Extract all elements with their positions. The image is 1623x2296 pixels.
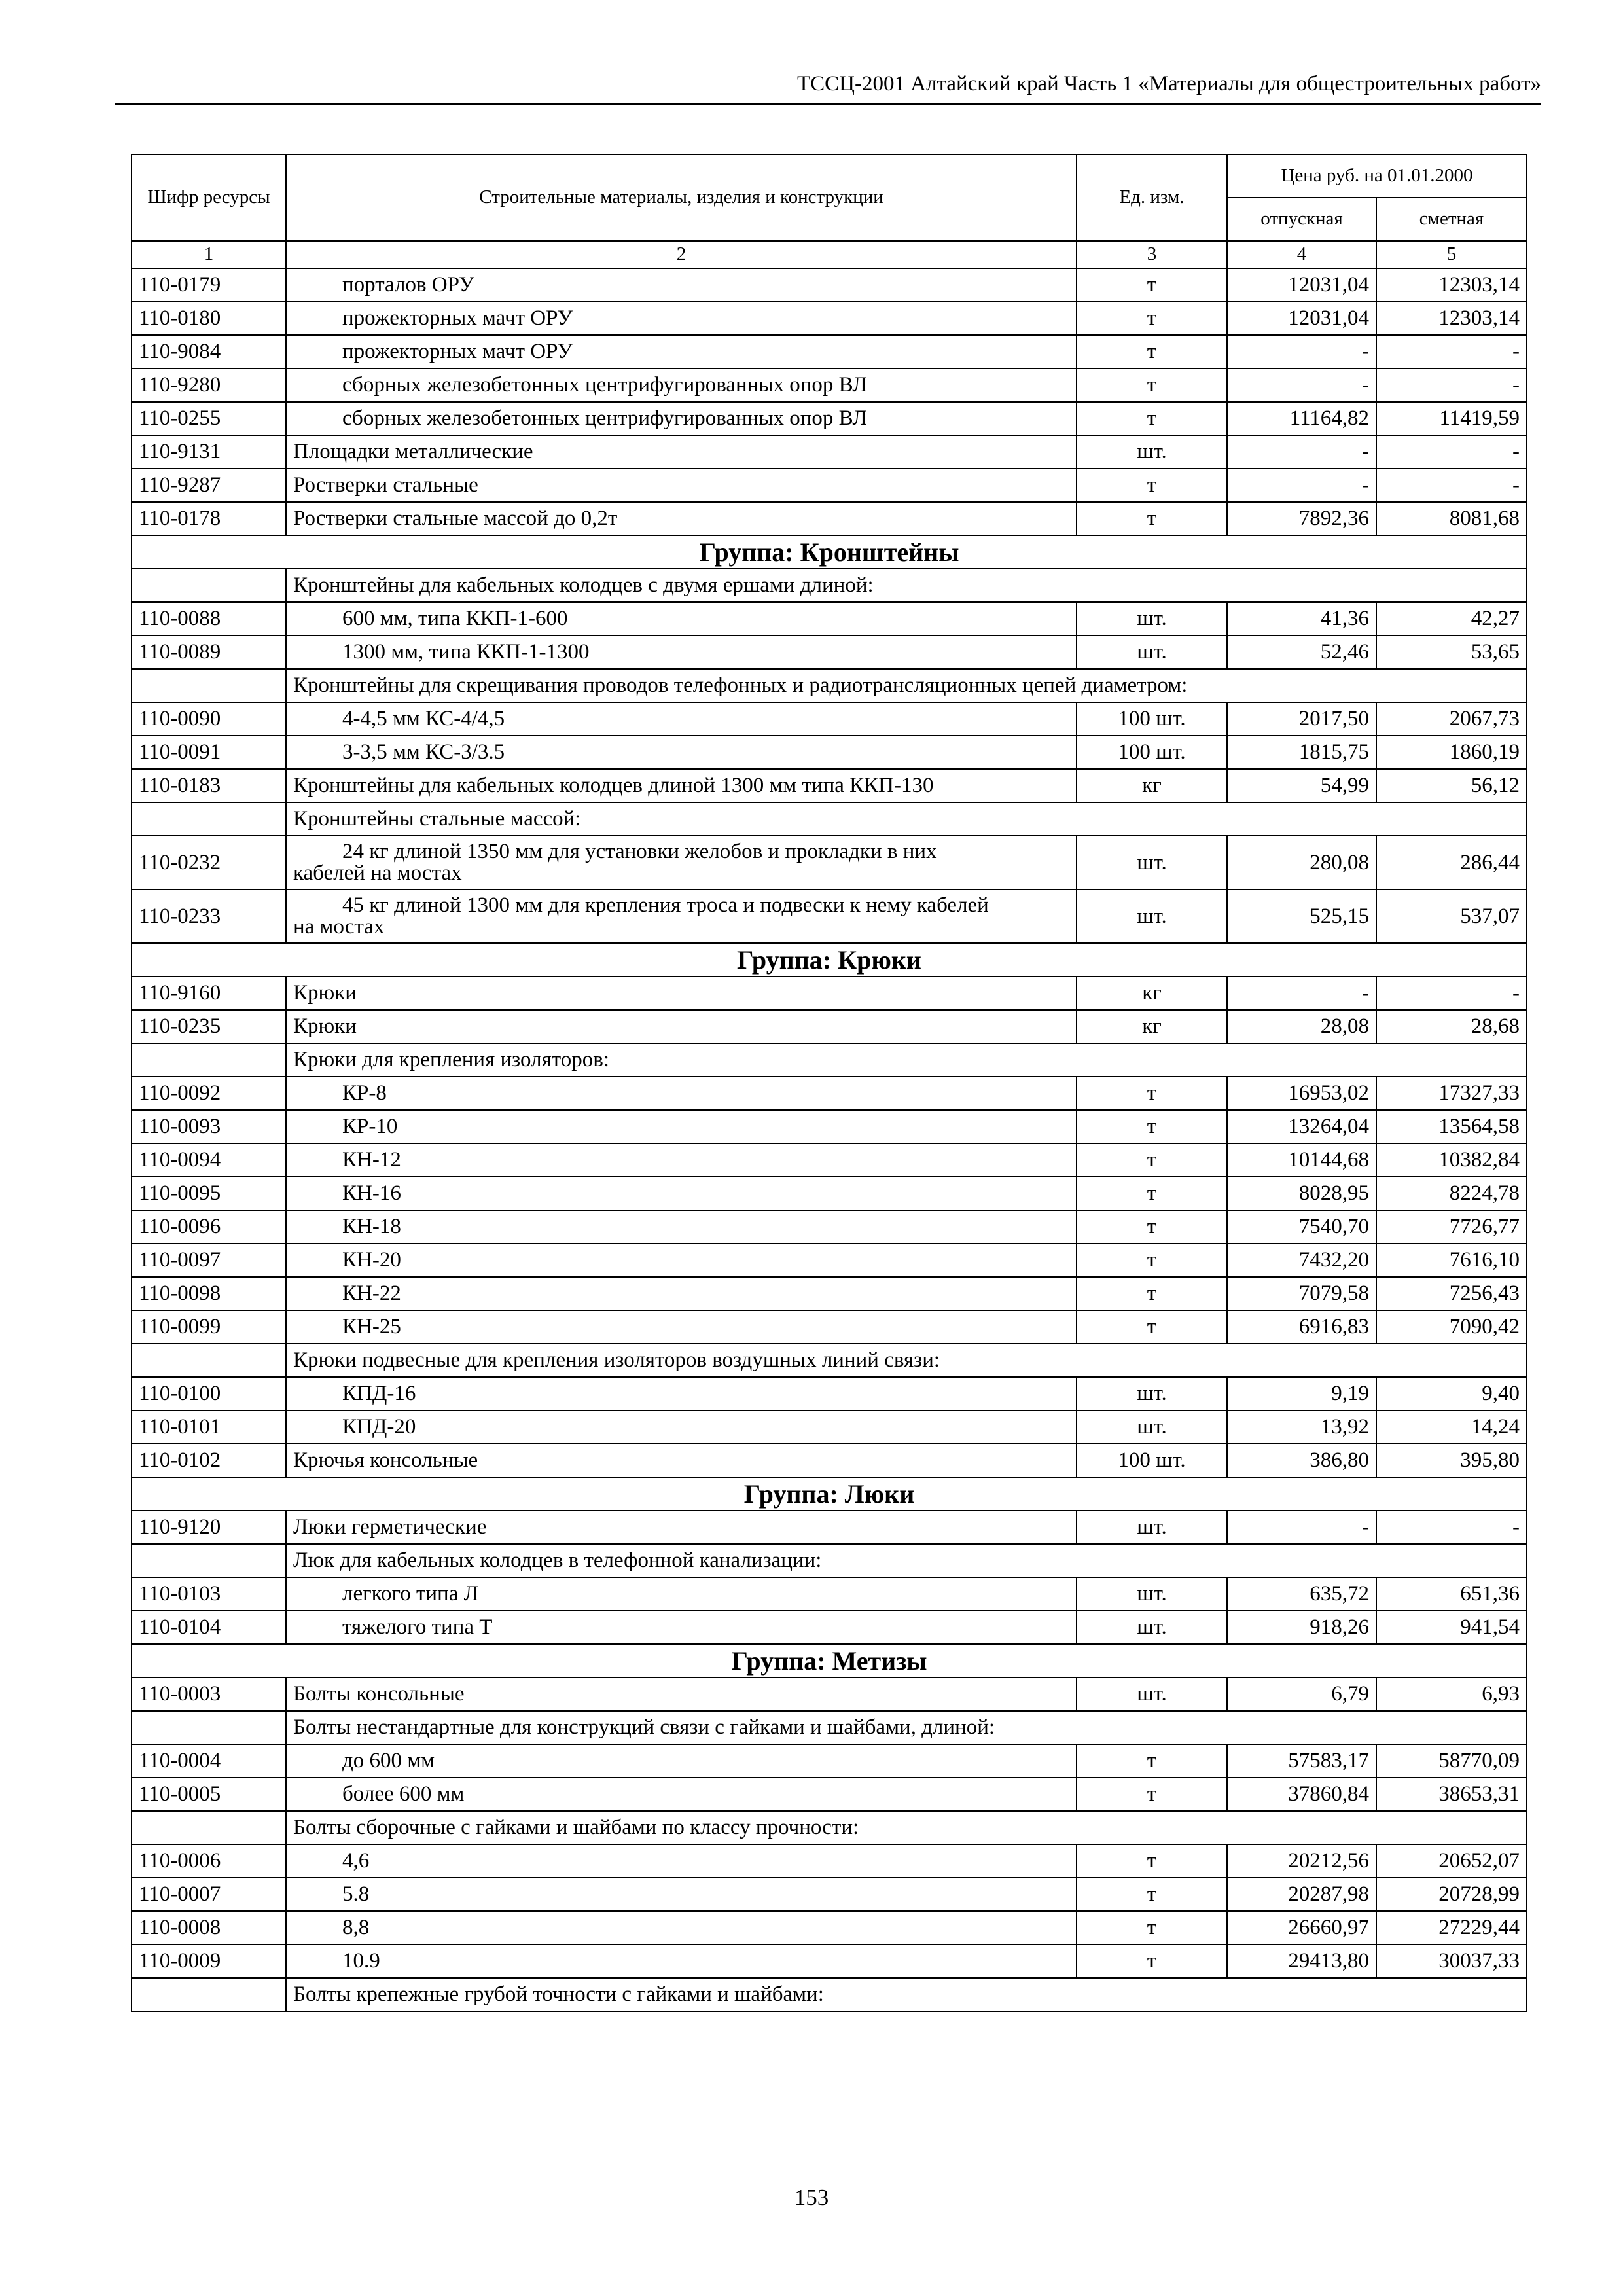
release-price: 20212,56 [1227,1844,1376,1878]
resource-code: 110-0235 [132,1010,286,1043]
unit-of-measure: шт. [1077,836,1227,889]
estimate-price: - [1376,977,1527,1010]
resource-code: 110-0092 [132,1077,286,1110]
material-name [286,836,1077,889]
unit-of-measure: т [1077,1177,1227,1210]
table-row [132,1444,1527,1477]
group-heading: Группа: Кронштейны [132,535,1527,569]
resource-code: 110-0089 [132,636,286,669]
unit-of-measure: т [1077,469,1227,502]
subgroup-heading-row [132,1811,1527,1844]
table-row [132,469,1527,502]
resource-code: 110-9280 [132,368,286,402]
table-row [132,736,1527,769]
column-header-estimate-price: сметная [1376,198,1527,241]
unit-of-measure: шт. [1077,1377,1227,1410]
table-row [132,702,1527,736]
estimate-price: 7256,43 [1376,1277,1527,1310]
subgroup-heading-row [132,802,1527,836]
estimate-price: 6,93 [1376,1677,1527,1711]
material-name: порталов ОРУ [286,268,1077,302]
material-name: сборных железобетонных центрифугированных опор ВЛ [286,402,1077,435]
table-row [132,1744,1527,1778]
table-row [132,1611,1527,1644]
release-price: 280,08 [1227,836,1376,889]
material-name: прожекторных мачт ОРУ [286,302,1077,335]
material-name-line: на мостах [293,915,385,939]
table-row [132,1143,1527,1177]
resource-code: 110-0003 [132,1677,286,1711]
release-price: 12031,04 [1227,268,1376,302]
resource-code: 110-0183 [132,769,286,802]
estimate-price: 20728,99 [1376,1878,1527,1911]
subgroup-heading: Кронштейны стальные массой: [286,802,1527,836]
table-row [132,1377,1527,1410]
column-number: 3 [1077,241,1227,268]
table-row [132,769,1527,802]
estimate-price: 2067,73 [1376,702,1527,736]
table-header [132,154,1527,268]
empty-code-cell [132,1811,286,1844]
group-heading-row [132,1644,1527,1677]
subgroup-heading-row [132,569,1527,602]
subgroup-heading: Крюки для крепления изоляторов: [286,1043,1527,1077]
resource-code: 110-9160 [132,977,286,1010]
unit-of-measure: шт. [1077,602,1227,636]
release-price: - [1227,368,1376,402]
unit-of-measure: шт. [1077,1410,1227,1444]
resource-code: 110-0095 [132,1177,286,1210]
table-row [132,977,1527,1010]
material-name: Болты консольные [286,1677,1077,1711]
material-name: Крюки [286,1010,1077,1043]
table-row [132,602,1527,636]
table-row [132,1277,1527,1310]
unit-of-measure: шт. [1077,435,1227,469]
material-name: КН-25 [286,1310,1077,1344]
resource-code: 110-9287 [132,469,286,502]
group-heading-row [132,1477,1527,1511]
estimate-price: 17327,33 [1376,1077,1527,1110]
release-price: 386,80 [1227,1444,1376,1477]
unit-of-measure: кг [1077,977,1227,1010]
column-header-release-price: отпускная [1227,198,1376,241]
unit-of-measure: 100 шт. [1077,702,1227,736]
estimate-price: 30037,33 [1376,1945,1527,1978]
table-row [132,1210,1527,1244]
material-name: КН-18 [286,1210,1077,1244]
unit-of-measure: т [1077,268,1227,302]
group-heading-row [132,535,1527,569]
material-name: сборных железобетонных центрифугированных опор ВЛ [286,368,1077,402]
estimate-price: 27229,44 [1376,1911,1527,1945]
material-name: 10.9 [286,1945,1077,1978]
estimate-price: 56,12 [1376,769,1527,802]
material-name: КН-16 [286,1177,1077,1210]
material-name: Площадки металлические [286,435,1077,469]
header-divider [115,103,1541,105]
empty-code-cell [132,1711,286,1744]
estimate-price: 8224,78 [1376,1177,1527,1210]
estimate-price: 1860,19 [1376,736,1527,769]
subgroup-heading: Болты сборочные с гайками и шайбами по классу прочности: [286,1811,1527,1844]
release-price: 525,15 [1227,889,1376,943]
release-price: - [1227,435,1376,469]
unit-of-measure: т [1077,1945,1227,1978]
release-price: - [1227,469,1376,502]
subgroup-heading: Болты нестандартные для конструкций связи с гайками и шайбами, длиной: [286,1711,1527,1744]
release-price: 8028,95 [1227,1177,1376,1210]
unit-of-measure: кг [1077,769,1227,802]
resource-code: 110-0090 [132,702,286,736]
estimate-price: 42,27 [1376,602,1527,636]
table-row [132,1911,1527,1945]
table-row [132,836,1527,889]
material-name: Люки герметические [286,1511,1077,1544]
material-name: Крючья консольные [286,1444,1077,1477]
estimate-price: 941,54 [1376,1611,1527,1644]
table-row [132,502,1527,535]
page-header-title: ТССЦ-2001 Алтайский край Часть 1 «Материалы для общестроительных работ» [796,72,1541,96]
table-row [132,1110,1527,1143]
table-row [132,1310,1527,1344]
material-name: прожекторных мачт ОРУ [286,335,1077,368]
unit-of-measure: т [1077,1778,1227,1811]
subgroup-heading-row [132,1978,1527,2011]
table-row [132,1177,1527,1210]
release-price: 52,46 [1227,636,1376,669]
material-name: более 600 мм [286,1778,1077,1811]
resource-code: 110-0006 [132,1844,286,1878]
estimate-price: 12303,14 [1376,268,1527,302]
resource-code: 110-0101 [132,1410,286,1444]
estimate-price: 14,24 [1376,1410,1527,1444]
unit-of-measure: т [1077,1277,1227,1310]
resource-code: 110-0232 [132,836,286,889]
resource-code: 110-0009 [132,1945,286,1978]
material-name: КР-10 [286,1110,1077,1143]
resource-code: 110-9120 [132,1511,286,1544]
resource-code: 110-0233 [132,889,286,943]
resource-code: 110-0094 [132,1143,286,1177]
release-price: 1815,75 [1227,736,1376,769]
release-price: 7892,36 [1227,502,1376,535]
unit-of-measure: шт. [1077,1577,1227,1611]
estimate-price: 10382,84 [1376,1143,1527,1177]
empty-code-cell [132,1344,286,1377]
unit-of-measure: шт. [1077,889,1227,943]
estimate-price: - [1376,368,1527,402]
release-price: - [1227,977,1376,1010]
column-number: 1 [132,241,286,268]
empty-code-cell [132,802,286,836]
unit-of-measure: т [1077,1744,1227,1778]
material-name-line: 24 кг длиной 1350 мм для установки желобов и прокладки в них [342,840,937,863]
release-price: 6,79 [1227,1677,1376,1711]
estimate-price: - [1376,469,1527,502]
estimate-price: - [1376,335,1527,368]
table-row [132,1244,1527,1277]
material-name: Кронштейны для кабельных колодцев длиной 1300 мм типа ККП-130 [286,769,1077,802]
estimate-price: 7726,77 [1376,1210,1527,1244]
resource-code: 110-0180 [132,302,286,335]
material-name: КПД-16 [286,1377,1077,1410]
group-heading: Группа: Метизы [132,1644,1527,1677]
material-name: 3-3,5 мм КС-3/3.5 [286,736,1077,769]
table-row [132,1778,1527,1811]
unit-of-measure: т [1077,502,1227,535]
subgroup-heading: Крюки подвесные для крепления изоляторов воздушных линий связи: [286,1344,1527,1377]
material-name: до 600 мм [286,1744,1077,1778]
group-heading: Группа: Крюки [132,943,1527,977]
column-number: 5 [1376,241,1527,268]
table-row [132,1844,1527,1878]
subgroup-heading-row [132,1344,1527,1377]
resource-code: 110-0099 [132,1310,286,1344]
resource-code: 110-0179 [132,268,286,302]
material-name-line: кабелей на мостах [293,861,462,885]
subgroup-heading-row [132,1544,1527,1577]
unit-of-measure: т [1077,1110,1227,1143]
release-price: 41,36 [1227,602,1376,636]
unit-of-measure: 100 шт. [1077,736,1227,769]
estimate-price: - [1376,435,1527,469]
subgroup-heading: Кронштейны для кабельных колодцев с двумя ершами длиной: [286,569,1527,602]
resource-code: 110-0005 [132,1778,286,1811]
resource-code: 110-9084 [132,335,286,368]
column-header-price-group: Цена руб. на 01.01.2000 [1227,154,1527,198]
estimate-price: 13564,58 [1376,1110,1527,1143]
material-name: тяжелого типа Т [286,1611,1077,1644]
material-name: легкого типа Л [286,1577,1077,1611]
table-row [132,435,1527,469]
unit-of-measure: т [1077,335,1227,368]
unit-of-measure: т [1077,368,1227,402]
resource-code: 110-0104 [132,1611,286,1644]
table-row [132,335,1527,368]
estimate-price: 7090,42 [1376,1310,1527,1344]
table-row [132,1577,1527,1611]
resource-code: 110-0093 [132,1110,286,1143]
resource-code: 110-0007 [132,1878,286,1911]
release-price: 635,72 [1227,1577,1376,1611]
resource-code: 110-0102 [132,1444,286,1477]
subgroup-heading-row [132,1711,1527,1744]
release-price: 10144,68 [1227,1143,1376,1177]
resource-code: 110-0103 [132,1577,286,1611]
material-name: КН-22 [286,1277,1077,1310]
resource-code: 110-0100 [132,1377,286,1410]
column-number: 4 [1227,241,1376,268]
table-row [132,1677,1527,1711]
unit-of-measure: т [1077,1911,1227,1945]
release-price: 7432,20 [1227,1244,1376,1277]
resource-code: 110-0004 [132,1744,286,1778]
unit-of-measure: т [1077,1878,1227,1911]
release-price: 37860,84 [1227,1778,1376,1811]
material-name [286,889,1077,943]
resource-code: 110-0097 [132,1244,286,1277]
estimate-price: 395,80 [1376,1444,1527,1477]
release-price: 13,92 [1227,1410,1376,1444]
material-name: КР-8 [286,1077,1077,1110]
unit-of-measure: шт. [1077,1611,1227,1644]
release-price: 54,99 [1227,769,1376,802]
estimate-price: 12303,14 [1376,302,1527,335]
estimate-price: 53,65 [1376,636,1527,669]
unit-of-measure: 100 шт. [1077,1444,1227,1477]
material-name: Крюки [286,977,1077,1010]
release-price: 2017,50 [1227,702,1376,736]
unit-of-measure: т [1077,1143,1227,1177]
group-heading-row [132,943,1527,977]
release-price: 12031,04 [1227,302,1376,335]
subgroup-heading: Кронштейны для скрещивания проводов телефонных и радиотрансляционных цепей диаметром: [286,669,1527,702]
empty-code-cell [132,569,286,602]
material-name: 5.8 [286,1878,1077,1911]
resource-code: 110-0098 [132,1277,286,1310]
empty-code-cell [132,1544,286,1577]
release-price: 9,19 [1227,1377,1376,1410]
table-body [132,268,1527,2011]
unit-of-measure: кг [1077,1010,1227,1043]
estimate-price: 8081,68 [1376,502,1527,535]
resource-code: 110-0255 [132,402,286,435]
price-table [131,154,1527,2012]
subgroup-heading: Болты крепежные грубой точности с гайками и шайбами: [286,1978,1527,2011]
estimate-price: 7616,10 [1376,1244,1527,1277]
table-row [132,1410,1527,1444]
material-name: 8,8 [286,1911,1077,1945]
table-row [132,368,1527,402]
material-name: 4,6 [286,1844,1077,1878]
estimate-price: 20652,07 [1376,1844,1527,1878]
material-name: 4-4,5 мм КС-4/4,5 [286,702,1077,736]
column-header-name: Строительные материалы, изделия и конструкции [286,154,1077,241]
resource-code: 110-0088 [132,602,286,636]
table-row [132,1945,1527,1978]
table-row [132,1511,1527,1544]
material-name: 1300 мм, типа ККП-1-1300 [286,636,1077,669]
estimate-price: 537,07 [1376,889,1527,943]
estimate-price: - [1376,1511,1527,1544]
release-price: 26660,97 [1227,1911,1376,1945]
release-price: 6916,83 [1227,1310,1376,1344]
group-heading: Группа: Люки [132,1477,1527,1511]
release-price: 7079,58 [1227,1277,1376,1310]
estimate-price: 11419,59 [1376,402,1527,435]
subgroup-heading: Люк для кабельных колодцев в телефонной канализации: [286,1544,1527,1577]
release-price: 57583,17 [1227,1744,1376,1778]
unit-of-measure: шт. [1077,1511,1227,1544]
table-row [132,889,1527,943]
empty-code-cell [132,669,286,702]
material-name: КН-12 [286,1143,1077,1177]
estimate-price: 28,68 [1376,1010,1527,1043]
subgroup-heading-row [132,1043,1527,1077]
material-name: КН-20 [286,1244,1077,1277]
estimate-price: 651,36 [1376,1577,1527,1611]
release-price: 20287,98 [1227,1878,1376,1911]
table-row [132,1878,1527,1911]
table-row [132,402,1527,435]
table-row [132,268,1527,302]
page-number: 153 [794,2185,829,2210]
release-price: 16953,02 [1227,1077,1376,1110]
unit-of-measure: т [1077,1310,1227,1344]
unit-of-measure: т [1077,1077,1227,1110]
column-header-unit: Ед. изм. [1077,154,1227,241]
table-row [132,636,1527,669]
material-name: КПД-20 [286,1410,1077,1444]
estimate-price: 9,40 [1376,1377,1527,1410]
resource-code: 110-0008 [132,1911,286,1945]
unit-of-measure: т [1077,302,1227,335]
estimate-price: 286,44 [1376,836,1527,889]
resource-code: 110-9131 [132,435,286,469]
resource-code: 110-0178 [132,502,286,535]
column-number: 2 [286,241,1077,268]
empty-code-cell [132,1043,286,1077]
unit-of-measure: т [1077,1844,1227,1878]
release-price: 918,26 [1227,1611,1376,1644]
release-price: - [1227,335,1376,368]
table-row [132,1010,1527,1043]
unit-of-measure: т [1077,1244,1227,1277]
material-name: 600 мм, типа ККП-1-600 [286,602,1077,636]
estimate-price: 58770,09 [1376,1744,1527,1778]
unit-of-measure: т [1077,402,1227,435]
release-price: 29413,80 [1227,1945,1376,1978]
material-name: Ростверки стальные [286,469,1077,502]
unit-of-measure: шт. [1077,1677,1227,1711]
material-name: Ростверки стальные массой до 0,2т [286,502,1077,535]
table-row [132,1077,1527,1110]
material-name-line: 45 кг длиной 1300 мм для крепления троса и подвески к нему кабелей [342,893,989,917]
release-price: 13264,04 [1227,1110,1376,1143]
unit-of-measure: шт. [1077,636,1227,669]
release-price: 11164,82 [1227,402,1376,435]
release-price: 7540,70 [1227,1210,1376,1244]
release-price: 28,08 [1227,1010,1376,1043]
resource-code: 110-0091 [132,736,286,769]
subgroup-heading-row [132,669,1527,702]
release-price: - [1227,1511,1376,1544]
column-header-code: Шифр ресурсы [132,154,286,241]
resource-code: 110-0096 [132,1210,286,1244]
unit-of-measure: т [1077,1210,1227,1244]
empty-code-cell [132,1978,286,2011]
table-row [132,302,1527,335]
estimate-price: 38653,31 [1376,1778,1527,1811]
column-number-row [132,241,1527,268]
